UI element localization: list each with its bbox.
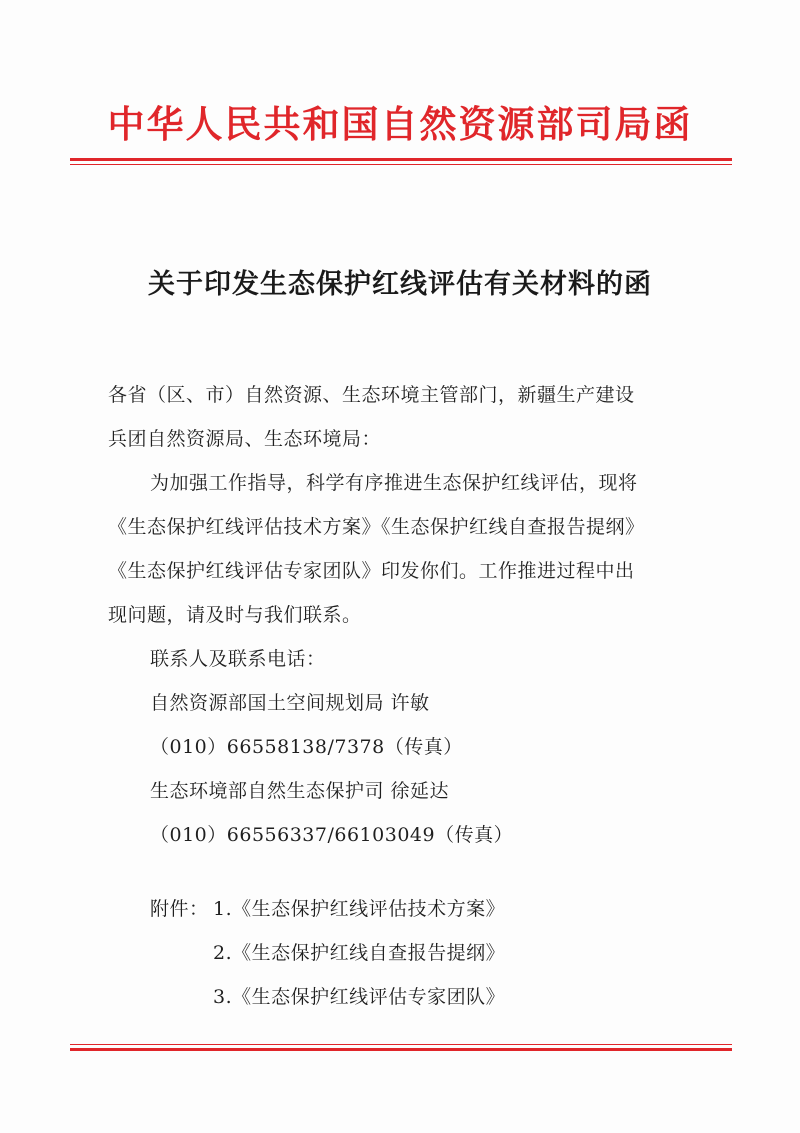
document-title: 关于印发生态保护红线评估有关材料的函 [148,269,652,300]
footer-rule-thick [70,1048,732,1051]
attachment-item-1: 1.《生态保护红线评估技术方案》 [213,898,506,920]
contacts-heading: 联系人及联系电话： [150,648,326,670]
body-line-1: 为加强工作指导，科学有序推进生态保护红线评估，现将 [150,472,638,494]
body-line-4: 现问题，请及时与我们联系。 [108,604,362,626]
attachments-label: 附件： [150,898,209,920]
salutation-line-1: 各省（区、市）自然资源、生态环境主管部门，新疆生产建设 [108,384,635,406]
contact-2-phone: （010）66556337/66103049（传真） [150,824,514,846]
contact-2-org: 生态环境部自然生态保护司 徐延达 [150,780,450,802]
letterhead-rule-thick [70,158,732,161]
attachment-item-3: 3.《生态保护红线评估专家团队》 [213,986,506,1008]
attachment-item-2: 2.《生态保护红线自查报告提纲》 [213,942,506,964]
body-line-3: 《生态保护红线评估专家团队》印发你们。工作推进过程中出 [108,560,635,582]
letterhead-rule-thin [70,164,732,165]
contact-1-org: 自然资源部国土空间规划局 许敏 [150,692,430,714]
footer-rule-thin [70,1044,732,1045]
body-line-2: 《生态保护红线评估技术方案》《生态保护红线自查报告提纲》 [108,516,645,538]
salutation-line-2: 兵团自然资源局、生态环境局： [108,428,382,450]
contact-1-phone: （010）66558138/7378（传真） [150,736,463,758]
letterhead-title: 中华人民共和国自然资源部司局函 [107,103,693,146]
